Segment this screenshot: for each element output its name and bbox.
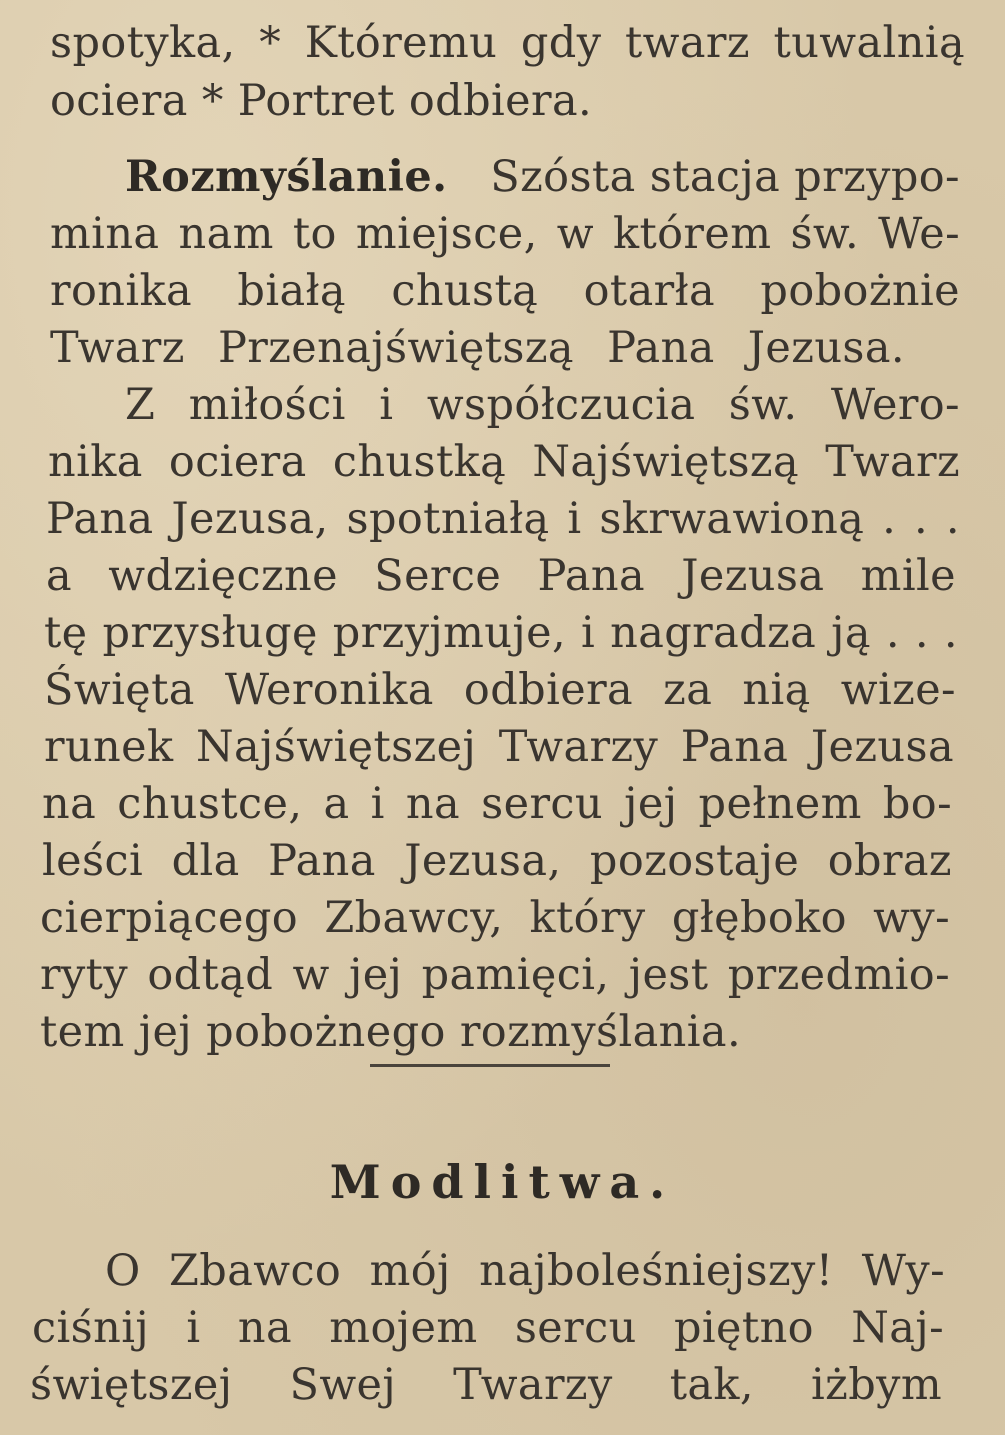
prayer-heading: Modlitwa.: [329, 1155, 676, 1209]
section-divider: [370, 1064, 610, 1067]
text-line: runek Najświętszej Twarzy Pana Jezusa: [44, 722, 954, 772]
text-line: tę przysługę przyjmuje, i nagradza ją . . .: [44, 608, 958, 658]
text-line: Święta Weronika odbiera za nią wize-: [44, 665, 956, 715]
text-line: na chustce, a i na sercu jej pełnem bo-: [42, 779, 952, 829]
text-line: Pana Jezusa, spotniałą i skrwawioną . . .: [46, 494, 960, 544]
text-line: Z miłości i współczucia św. Wero-: [125, 380, 960, 430]
text-line: ciśnij i na mojem sercu piętno Naj-: [32, 1303, 944, 1353]
text-line: cierpiącego Zbawcy, który głęboko wy-: [40, 893, 950, 943]
text-line: a wdzięczne Serce Pana Jezusa mile: [46, 551, 956, 601]
meditation-heading: Rozmyślanie.: [125, 152, 448, 202]
meditation-first-line: [125, 148, 960, 206]
text-line: O Zbawco mój najboleśniejszy! Wy-: [105, 1246, 945, 1296]
text-line: leści dla Pana Jezusa, pozostaje obraz: [42, 836, 952, 886]
text-line: ociera * Portret odbiera.: [50, 76, 593, 126]
text-line: świętszej Swej Twarzy tak, iżbym: [30, 1360, 942, 1410]
text-line: Szósta stacja przypo-: [490, 152, 960, 202]
text-line: ryty odtąd w jej pamięci, jest przedmio-: [40, 950, 950, 1000]
text-line: spotyka, * Któremu gdy twarz tuwalnią: [50, 18, 965, 68]
text-line: mina nam to miejsce, w którem św. We-: [50, 209, 960, 259]
text-line: ronika białą chustą otarła pobożnie: [50, 266, 960, 316]
text-line: Twarz Przenajświętszą Pana Jezusa.: [50, 323, 905, 373]
text-line: nika ociera chustką Najświętszą Twarz: [48, 437, 960, 487]
text-line: tem jej pobożnego rozmyślania.: [40, 1007, 742, 1057]
